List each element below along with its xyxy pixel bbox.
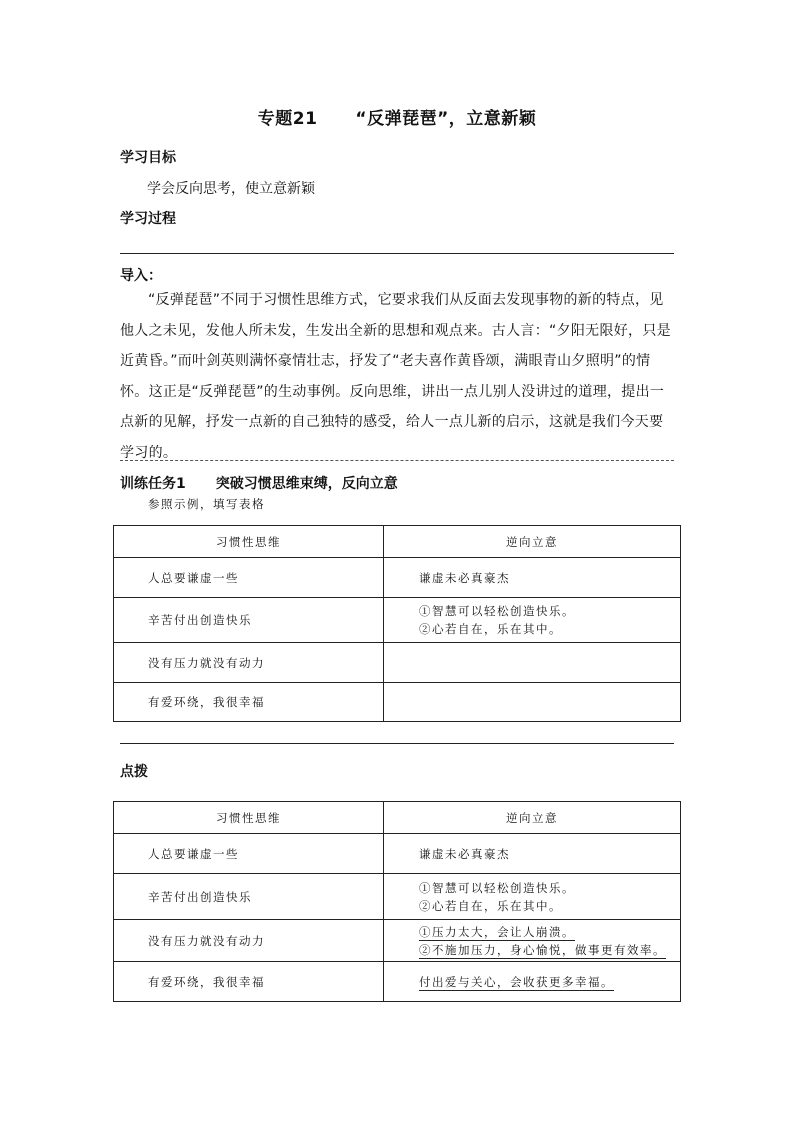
table-header-row (114, 526, 681, 558)
reverse-line: ②心若自在，乐在其中。 (419, 898, 562, 913)
habit-cell: 有爱环绕，我很幸福 (114, 962, 384, 1002)
training-table (113, 525, 681, 722)
habit-cell: 人总要谦虚一些 (114, 834, 384, 874)
reverse-cell (384, 962, 681, 1002)
intro-heading: 导入： (120, 268, 162, 284)
table-row (114, 598, 681, 643)
reverse-line: 付出爱与关心，会收获更多幸福。 (419, 974, 614, 989)
reverse-line: ①智慧可以轻松创造快乐。 (419, 880, 575, 895)
reverse-cell (384, 874, 681, 920)
page-title (0, 104, 794, 129)
header-habit: 习惯性思维 (114, 526, 384, 558)
table-row (114, 962, 681, 1002)
reverse-cell-blank[interactable] (384, 683, 681, 722)
habit-cell: 辛苦付出创造快乐 (114, 598, 384, 643)
task-label: 训练任务1 (120, 476, 186, 492)
habit-cell: 没有压力就没有动力 (114, 920, 384, 962)
goal-heading: 学习目标 (120, 150, 176, 166)
table-row (114, 683, 681, 722)
divider-rule (120, 743, 674, 744)
habit-cell: 没有压力就没有动力 (114, 643, 384, 683)
reverse-line: ②心若自在，乐在其中。 (419, 622, 562, 636)
table-row (114, 834, 681, 874)
habit-cell: 辛苦付出创造快乐 (114, 874, 384, 920)
table-row (114, 643, 681, 683)
table-row (114, 558, 681, 598)
task-title: 突破习惯思维束缚，反向立意 (215, 476, 398, 492)
hint-heading: 点拨 (120, 764, 148, 780)
reverse-cell (384, 598, 681, 643)
divider-rule (120, 253, 674, 254)
table-row (114, 874, 681, 920)
reverse-cell (384, 920, 681, 962)
header-habit: 习惯性思维 (114, 802, 384, 834)
hint-table (113, 801, 681, 1002)
reverse-cell (384, 834, 681, 874)
reverse-cell (384, 558, 681, 598)
habit-cell: 有爱环绕，我很幸福 (114, 683, 384, 722)
header-reverse: 逆向立意 (384, 526, 681, 558)
process-heading: 学习过程 (120, 211, 176, 227)
topic-title: “反弹琵琶”，立意新颖 (355, 109, 537, 129)
reverse-line: ②不施加压力，身心愉悦，做事更有效率。 (419, 942, 666, 957)
reverse-line: 谦虚未必真豪杰 (419, 846, 510, 861)
reverse-line: 谦虚未必真豪杰 (419, 570, 510, 585)
task-instruction: 参照示例，填写表格 (148, 497, 265, 511)
reverse-cell-blank[interactable] (384, 643, 681, 683)
goal-text: 学会反向思考，使立意新颖 (147, 181, 315, 197)
reverse-line: ①智慧可以轻松创造快乐。 (419, 604, 575, 618)
table-header-row (114, 802, 681, 834)
task-heading (120, 473, 398, 493)
topic-number: 专题21 (257, 109, 318, 129)
habit-cell: 人总要谦虚一些 (114, 558, 384, 598)
header-reverse: 逆向立意 (384, 802, 681, 834)
reverse-line: ①压力太大，会让人崩溃。 (419, 924, 575, 939)
intro-paragraph: “反弹琵琶”不同于习惯性思维方式，它要求我们从反面去发现事物的新的特点，见他人之未见，发他人所未发，生发出全新的思想和观点来。古人言：“夕阳无限好，只是近黄昏。”而叶剑英则满怀豪情壮志，抒发了“老夫喜作黄昏颂，满眼青山夕照明”的情怀。这正是“反弹琵琶”的生动事例。反向思维，讲出一点儿别人没讲过的道理，提出一点新的见解，抒发一点新的自己独特的感受，给人一点儿新的启示，这就是我们今天要学习的。 (120, 292, 671, 461)
table-row (114, 920, 681, 962)
dashed-divider (120, 460, 674, 461)
